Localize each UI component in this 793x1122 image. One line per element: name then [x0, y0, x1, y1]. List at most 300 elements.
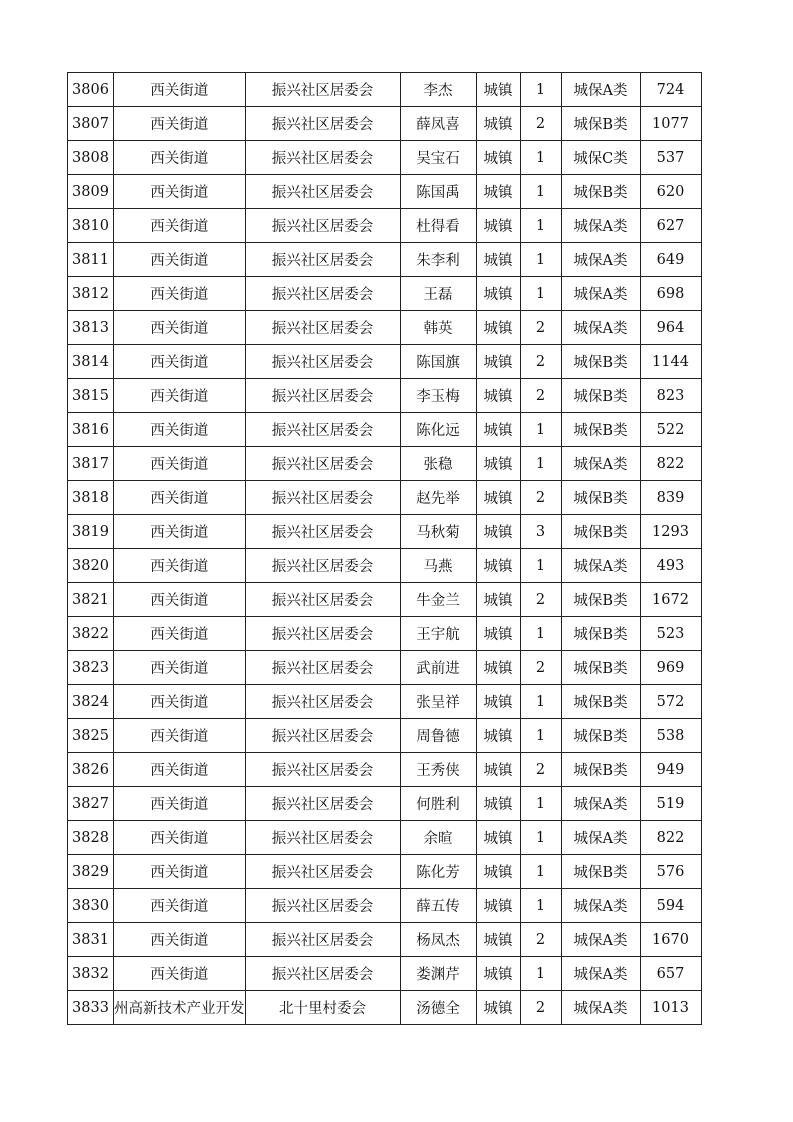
committee: 振兴社区居委会 — [271, 797, 374, 813]
area-type-cell — [476, 821, 520, 855]
area-type-cell — [476, 685, 520, 719]
insurance-category: 城保B类 — [573, 763, 628, 779]
table-row — [68, 821, 702, 855]
amount-cell — [640, 379, 701, 413]
row-number-cell — [68, 73, 114, 107]
person-name-cell — [400, 549, 476, 583]
person-name-cell — [400, 719, 476, 753]
street-cell — [114, 855, 246, 889]
row-number-cell — [68, 957, 114, 991]
committee: 振兴社区居委会 — [271, 457, 374, 473]
household-count-cell — [520, 855, 561, 889]
table-row — [68, 889, 702, 923]
household-count: 2 — [535, 319, 546, 336]
area-type: 城镇 — [483, 899, 513, 915]
person-name-cell — [400, 787, 476, 821]
person-name-cell — [400, 243, 476, 277]
insurance-category-cell — [561, 141, 640, 175]
household-count-cell — [520, 277, 561, 311]
area-type-cell — [476, 549, 520, 583]
amount-cell — [640, 821, 701, 855]
household-count-cell — [520, 685, 561, 719]
committee-cell — [245, 651, 400, 685]
row-number: 3809 — [72, 183, 109, 200]
committee: 振兴社区居委会 — [271, 151, 374, 167]
area-type-cell — [476, 651, 520, 685]
street-cell — [114, 345, 246, 379]
row-number: 3819 — [72, 523, 109, 540]
street: 州高新技术产业开发 — [114, 1001, 245, 1017]
area-type-cell — [476, 447, 520, 481]
amount-cell — [640, 549, 701, 583]
table-row — [68, 141, 702, 175]
person-name-cell — [400, 73, 476, 107]
insurance-category: 城保B类 — [573, 729, 628, 745]
data-table — [67, 72, 702, 1025]
insurance-category-cell — [561, 855, 640, 889]
insurance-category-cell — [561, 311, 640, 345]
street-cell — [114, 73, 246, 107]
row-number: 3832 — [72, 965, 109, 982]
household-count-cell — [520, 515, 561, 549]
street: 西关街道 — [150, 865, 209, 881]
household-count: 2 — [535, 115, 546, 132]
row-number: 3825 — [72, 727, 109, 744]
street-cell — [114, 617, 246, 651]
area-type: 城镇 — [483, 525, 513, 541]
street-cell — [114, 685, 246, 719]
committee: 振兴社区居委会 — [271, 593, 374, 609]
table-row — [68, 447, 702, 481]
row-number: 3826 — [72, 761, 109, 778]
area-type-cell — [476, 957, 520, 991]
area-type-cell — [476, 379, 520, 413]
person-name: 李玉梅 — [416, 389, 460, 405]
household-count: 1 — [535, 897, 546, 914]
area-type-cell — [476, 311, 520, 345]
committee: 振兴社区居委会 — [271, 185, 374, 201]
amount-cell — [640, 583, 701, 617]
street-cell — [114, 311, 246, 345]
household-count-cell — [520, 923, 561, 957]
insurance-category: 城保B类 — [573, 491, 628, 507]
row-number: 3815 — [72, 387, 109, 404]
committee-cell — [245, 889, 400, 923]
amount-cell — [640, 413, 701, 447]
street: 西关街道 — [150, 185, 209, 201]
row-number: 3813 — [72, 319, 109, 336]
household-count-cell — [520, 175, 561, 209]
committee: 振兴社区居委会 — [271, 967, 374, 983]
street-cell — [114, 549, 246, 583]
street-cell — [114, 277, 246, 311]
street: 西关街道 — [150, 219, 209, 235]
area-type: 城镇 — [483, 593, 513, 609]
household-count: 1 — [535, 863, 546, 880]
street-cell — [114, 923, 246, 957]
insurance-category-cell — [561, 243, 640, 277]
person-name: 马燕 — [423, 559, 453, 575]
street: 西关街道 — [150, 83, 209, 99]
person-name: 韩英 — [423, 321, 453, 337]
street: 西关街道 — [150, 457, 209, 473]
insurance-category: 城保A类 — [573, 967, 628, 983]
amount: 823 — [656, 387, 685, 404]
person-name: 李杰 — [423, 83, 453, 99]
household-count: 2 — [535, 489, 546, 506]
person-name: 武前进 — [416, 661, 460, 677]
amount-cell — [640, 923, 701, 957]
household-count: 1 — [535, 829, 546, 846]
amount-cell — [640, 141, 701, 175]
street: 西关街道 — [150, 661, 209, 677]
row-number-cell — [68, 617, 114, 651]
household-count: 2 — [535, 353, 546, 370]
table-row — [68, 481, 702, 515]
household-count: 1 — [535, 795, 546, 812]
row-number: 3810 — [72, 217, 109, 234]
household-count-cell — [520, 753, 561, 787]
row-number-cell — [68, 413, 114, 447]
table-row — [68, 311, 702, 345]
person-name-cell — [400, 651, 476, 685]
insurance-category-cell — [561, 719, 640, 753]
insurance-category-cell — [561, 651, 640, 685]
amount-cell — [640, 243, 701, 277]
person-name-cell — [400, 447, 476, 481]
committee-cell — [245, 175, 400, 209]
street-cell — [114, 753, 246, 787]
row-number: 3814 — [72, 353, 109, 370]
insurance-category: 城保A类 — [573, 287, 628, 303]
row-number: 3806 — [72, 81, 109, 98]
committee-cell — [245, 923, 400, 957]
area-type-cell — [476, 413, 520, 447]
street: 西关街道 — [150, 491, 209, 507]
person-name-cell — [400, 107, 476, 141]
street-cell — [114, 413, 246, 447]
street: 西关街道 — [150, 117, 209, 133]
insurance-category: 城保B类 — [573, 525, 628, 541]
person-name: 牛金兰 — [416, 593, 460, 609]
committee: 振兴社区居委会 — [271, 219, 374, 235]
household-count: 2 — [535, 999, 546, 1016]
insurance-category: 城保B类 — [573, 389, 628, 405]
person-name: 薛凤喜 — [416, 117, 460, 133]
area-type: 城镇 — [483, 457, 513, 473]
area-type: 城镇 — [483, 423, 513, 439]
committee: 振兴社区居委会 — [271, 933, 374, 949]
amount-cell — [640, 889, 701, 923]
area-type-cell — [476, 107, 520, 141]
street-cell — [114, 209, 246, 243]
person-name-cell — [400, 311, 476, 345]
street-cell — [114, 243, 246, 277]
table-row — [68, 73, 702, 107]
committee-cell — [245, 957, 400, 991]
street: 西关街道 — [150, 525, 209, 541]
amount: 576 — [656, 863, 685, 880]
table-row — [68, 685, 702, 719]
insurance-category-cell — [561, 345, 640, 379]
street-cell — [114, 379, 246, 413]
person-name-cell — [400, 413, 476, 447]
row-number: 3808 — [72, 149, 109, 166]
table-row — [68, 583, 702, 617]
row-number-cell — [68, 821, 114, 855]
amount-cell — [640, 277, 701, 311]
insurance-category-cell — [561, 73, 640, 107]
household-count-cell — [520, 821, 561, 855]
amount-cell — [640, 73, 701, 107]
amount: 949 — [656, 761, 685, 778]
household-count: 1 — [535, 149, 546, 166]
amount: 572 — [656, 693, 685, 710]
person-name: 张呈祥 — [416, 695, 460, 711]
insurance-category: 城保B类 — [573, 661, 628, 677]
street: 西关街道 — [150, 627, 209, 643]
row-number: 3811 — [72, 251, 109, 268]
person-name: 余暄 — [423, 831, 453, 847]
committee: 振兴社区居委会 — [271, 389, 374, 405]
row-number: 3831 — [72, 931, 109, 948]
amount: 657 — [656, 965, 685, 982]
area-type: 城镇 — [483, 219, 513, 235]
committee: 振兴社区居委会 — [271, 865, 374, 881]
row-number-cell — [68, 481, 114, 515]
street: 西关街道 — [150, 559, 209, 575]
committee: 振兴社区居委会 — [271, 559, 374, 575]
amount: 649 — [656, 251, 685, 268]
row-number-cell — [68, 379, 114, 413]
row-number-cell — [68, 345, 114, 379]
area-type: 城镇 — [483, 287, 513, 303]
person-name-cell — [400, 515, 476, 549]
household-count-cell — [520, 617, 561, 651]
amount: 724 — [656, 81, 685, 98]
household-count: 1 — [535, 455, 546, 472]
amount-cell — [640, 719, 701, 753]
area-type-cell — [476, 73, 520, 107]
household-count: 1 — [535, 965, 546, 982]
person-name-cell — [400, 345, 476, 379]
household-count: 1 — [535, 183, 546, 200]
household-count-cell — [520, 379, 561, 413]
person-name: 何胜利 — [416, 797, 460, 813]
row-number-cell — [68, 175, 114, 209]
insurance-category: 城保A类 — [573, 559, 628, 575]
person-name: 陈国禹 — [416, 185, 460, 201]
amount: 1013 — [652, 999, 689, 1016]
committee: 振兴社区居委会 — [271, 695, 374, 711]
amount-cell — [640, 107, 701, 141]
area-type-cell — [476, 209, 520, 243]
person-name-cell — [400, 855, 476, 889]
row-number: 3812 — [72, 285, 109, 302]
row-number-cell — [68, 277, 114, 311]
table-row — [68, 957, 702, 991]
insurance-category: 城保B类 — [573, 355, 628, 371]
area-type-cell — [476, 787, 520, 821]
household-count-cell — [520, 209, 561, 243]
row-number: 3828 — [72, 829, 109, 846]
person-name-cell — [400, 617, 476, 651]
committee: 振兴社区居委会 — [271, 117, 374, 133]
person-name-cell — [400, 753, 476, 787]
committee-cell — [245, 311, 400, 345]
table-row — [68, 243, 702, 277]
area-type-cell — [476, 889, 520, 923]
table-row — [68, 549, 702, 583]
street-cell — [114, 141, 246, 175]
committee-cell — [245, 413, 400, 447]
household-count-cell — [520, 481, 561, 515]
amount: 493 — [656, 557, 685, 574]
committee: 北十里村委会 — [279, 1001, 366, 1017]
row-number: 3820 — [72, 557, 109, 574]
amount-cell — [640, 991, 701, 1025]
household-count-cell — [520, 549, 561, 583]
household-count: 2 — [535, 931, 546, 948]
committee: 振兴社区居委会 — [271, 491, 374, 507]
street: 西关街道 — [150, 797, 209, 813]
street-cell — [114, 719, 246, 753]
insurance-category-cell — [561, 277, 640, 311]
area-type: 城镇 — [483, 865, 513, 881]
street: 西关街道 — [150, 151, 209, 167]
amount: 1672 — [652, 591, 689, 608]
amount-cell — [640, 515, 701, 549]
committee-cell — [245, 243, 400, 277]
person-name: 陈化芳 — [416, 865, 460, 881]
committee: 振兴社区居委会 — [271, 831, 374, 847]
person-name: 娄渊芹 — [416, 967, 460, 983]
row-number: 3830 — [72, 897, 109, 914]
insurance-category: 城保B类 — [573, 627, 628, 643]
row-number: 3817 — [72, 455, 109, 472]
amount: 822 — [656, 455, 685, 472]
household-count: 2 — [535, 659, 546, 676]
row-number-cell — [68, 855, 114, 889]
insurance-category-cell — [561, 515, 640, 549]
street-cell — [114, 107, 246, 141]
street: 西关街道 — [150, 967, 209, 983]
row-number-cell — [68, 311, 114, 345]
insurance-category: 城保B类 — [573, 185, 628, 201]
area-type: 城镇 — [483, 559, 513, 575]
committee: 振兴社区居委会 — [271, 661, 374, 677]
person-name: 赵先举 — [416, 491, 460, 507]
street-cell — [114, 651, 246, 685]
committee: 振兴社区居委会 — [271, 321, 374, 337]
insurance-category-cell — [561, 617, 640, 651]
row-number: 3829 — [72, 863, 109, 880]
household-count-cell — [520, 413, 561, 447]
area-type: 城镇 — [483, 933, 513, 949]
table-row — [68, 855, 702, 889]
area-type-cell — [476, 855, 520, 889]
street: 西关街道 — [150, 899, 209, 915]
insurance-category: 城保C类 — [573, 151, 628, 167]
household-count: 2 — [535, 387, 546, 404]
area-type: 城镇 — [483, 83, 513, 99]
table-row — [68, 991, 702, 1025]
row-number-cell — [68, 583, 114, 617]
household-count-cell — [520, 107, 561, 141]
row-number-cell — [68, 923, 114, 957]
row-number-cell — [68, 719, 114, 753]
insurance-category-cell — [561, 753, 640, 787]
amount-cell — [640, 345, 701, 379]
insurance-category-cell — [561, 481, 640, 515]
committee: 振兴社区居委会 — [271, 253, 374, 269]
street: 西关街道 — [150, 423, 209, 439]
household-count: 1 — [535, 625, 546, 642]
street-cell — [114, 957, 246, 991]
amount: 1144 — [652, 353, 689, 370]
row-number-cell — [68, 107, 114, 141]
table-row — [68, 209, 702, 243]
street: 西关街道 — [150, 831, 209, 847]
area-type: 城镇 — [483, 117, 513, 133]
insurance-category: 城保B类 — [573, 423, 628, 439]
insurance-category-cell — [561, 957, 640, 991]
committee-cell — [245, 685, 400, 719]
area-type: 城镇 — [483, 389, 513, 405]
insurance-category-cell — [561, 821, 640, 855]
street-cell — [114, 515, 246, 549]
insurance-category: 城保A类 — [573, 831, 628, 847]
committee-cell — [245, 515, 400, 549]
insurance-category-cell — [561, 583, 640, 617]
amount: 523 — [656, 625, 685, 642]
committee-cell — [245, 787, 400, 821]
committee-cell — [245, 821, 400, 855]
household-count-cell — [520, 991, 561, 1025]
person-name: 张稳 — [423, 457, 453, 473]
amount: 627 — [656, 217, 685, 234]
street-cell — [114, 583, 246, 617]
household-count: 2 — [535, 761, 546, 778]
person-name: 周鲁德 — [416, 729, 460, 745]
person-name-cell — [400, 821, 476, 855]
area-type: 城镇 — [483, 967, 513, 983]
row-number: 3818 — [72, 489, 109, 506]
committee: 振兴社区居委会 — [271, 763, 374, 779]
row-number-cell — [68, 889, 114, 923]
person-name: 汤德全 — [416, 1001, 460, 1017]
row-number: 3824 — [72, 693, 109, 710]
person-name: 朱李利 — [416, 253, 460, 269]
table-row — [68, 277, 702, 311]
area-type: 城镇 — [483, 763, 513, 779]
committee-cell — [245, 855, 400, 889]
area-type-cell — [476, 481, 520, 515]
area-type-cell — [476, 277, 520, 311]
household-count-cell — [520, 719, 561, 753]
row-number-cell — [68, 787, 114, 821]
committee-cell — [245, 549, 400, 583]
committee-cell — [245, 583, 400, 617]
area-type: 城镇 — [483, 729, 513, 745]
amount: 698 — [656, 285, 685, 302]
row-number: 3822 — [72, 625, 109, 642]
area-type-cell — [476, 583, 520, 617]
household-count-cell — [520, 243, 561, 277]
committee: 振兴社区居委会 — [271, 287, 374, 303]
committee: 振兴社区居委会 — [271, 627, 374, 643]
amount: 594 — [656, 897, 685, 914]
